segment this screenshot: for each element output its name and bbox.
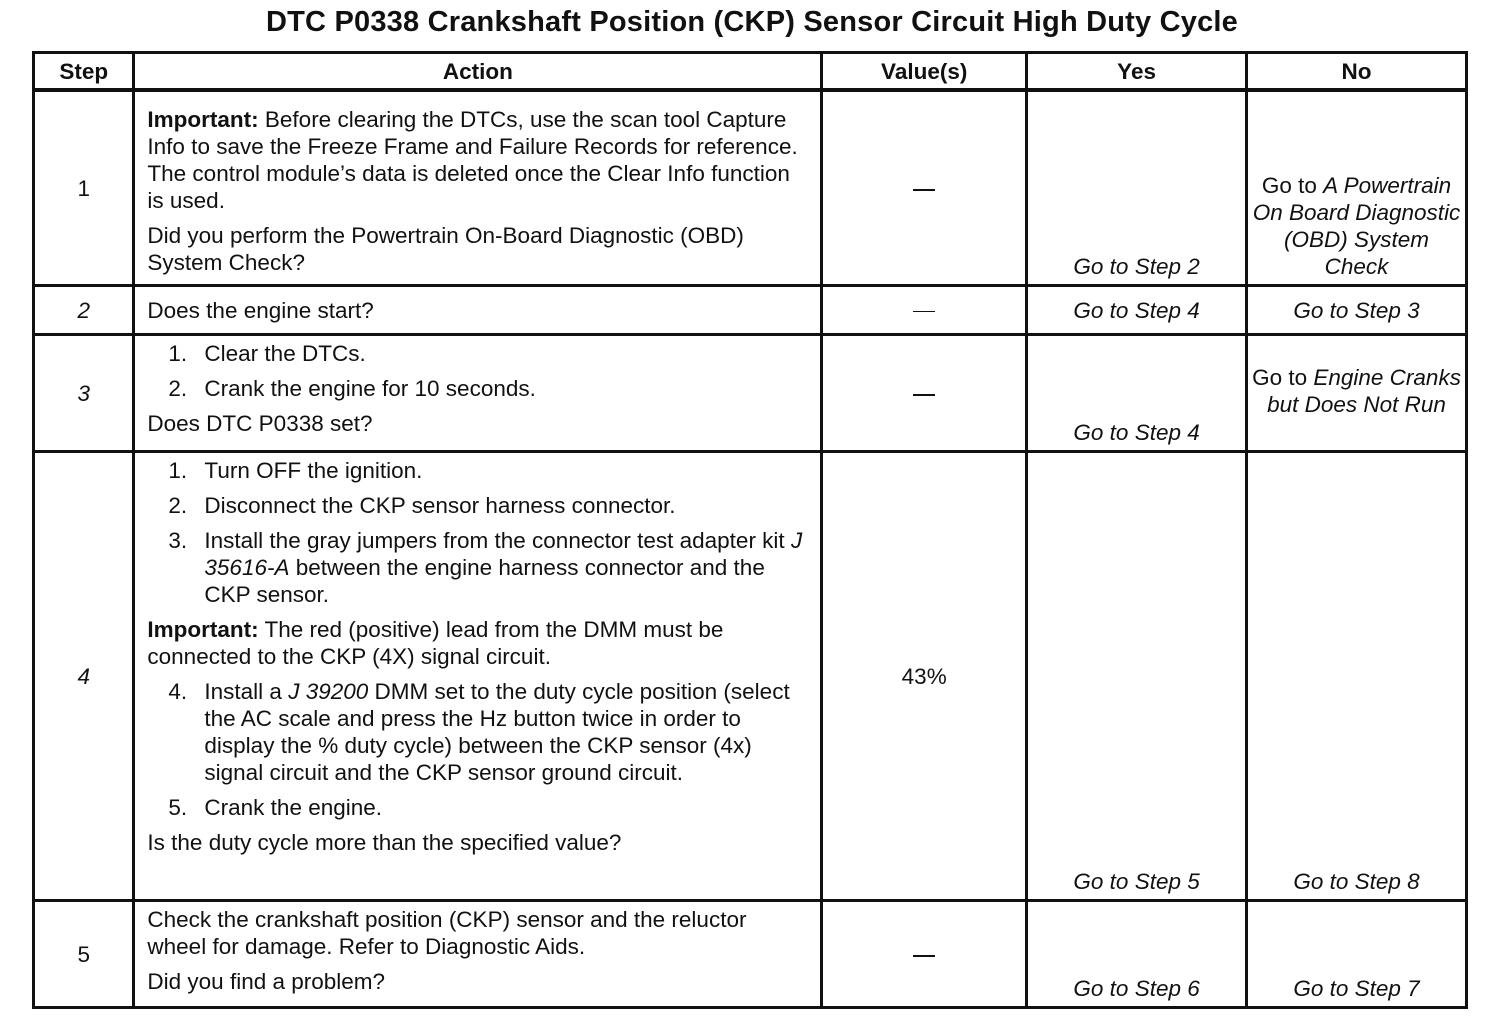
step-number: 2: [34, 286, 134, 335]
no-prefix: Go to: [1261, 173, 1324, 198]
question-text: Is the duty cycle more than the specified value?: [147, 830, 622, 855]
table-row: [34, 90, 1467, 286]
table-row: [34, 452, 1467, 901]
step-number: 4: [34, 452, 134, 901]
action-cell: [134, 90, 822, 286]
no-cell: [1247, 90, 1467, 286]
question-text: Does DTC P0338 set?: [147, 411, 373, 436]
yes-cell: Go to Step 6: [1027, 901, 1247, 1008]
diagnostic-table: [32, 51, 1468, 1009]
step-list: [147, 457, 808, 608]
step-list: [147, 678, 808, 821]
action-cell: [134, 452, 822, 901]
step-number: 1: [34, 90, 134, 286]
value-cell: [822, 90, 1027, 286]
action-cell: [134, 901, 822, 1008]
value-dash: [913, 311, 935, 312]
question-text: Did you perform the Powertrain On-Board Diagnostic (OBD) System Check?: [147, 223, 744, 275]
value-cell: [822, 335, 1027, 452]
list-item: 5. Crank the engine.: [168, 795, 383, 820]
table-row: [34, 286, 1467, 335]
instruction-text: Check the crankshaft position (CKP) sensor and the reluctor wheel for damage. Refer to Diagnostic Aids.: [147, 907, 747, 959]
no-cell: Go to Step 8: [1247, 452, 1467, 901]
action-cell: [134, 335, 822, 452]
important-label: Important:: [147, 107, 259, 132]
no-cell: [1247, 335, 1467, 452]
no-reference: Engine Cranks but Does Not Run: [1267, 365, 1461, 417]
step-list: [147, 340, 808, 402]
question-text: Does the engine start?: [147, 297, 374, 323]
list-item: 3. Install the gray jumpers from the connector test adapter kit J 35616-A between the engine harness connector and the CKP sensor.: [168, 528, 803, 607]
list-item: 1. Clear the DTCs.: [168, 341, 366, 366]
tool-reference: J 39200: [288, 679, 369, 704]
header-value: Value(s): [822, 53, 1027, 91]
yes-cell: Go to Step 2: [1027, 90, 1247, 286]
step-number: 5: [34, 901, 134, 1008]
header-no: No: [1247, 53, 1467, 91]
no-cell: Go to Step 7: [1247, 901, 1467, 1008]
header-action: Action: [134, 53, 822, 91]
header-step: Step: [34, 53, 134, 91]
list-item: 1. Turn OFF the ignition.: [168, 458, 423, 483]
value-cell: 43%: [822, 452, 1027, 901]
value-dash: [913, 955, 935, 957]
important-note: [147, 106, 808, 214]
header-row: [34, 53, 1467, 91]
no-prefix: Go to: [1252, 365, 1314, 390]
tool-reference: J 35616-A: [204, 528, 803, 580]
question-text: Did you find a problem?: [147, 969, 386, 994]
table-row: [34, 335, 1467, 452]
header-yes: Yes: [1027, 53, 1247, 91]
table-row: [34, 901, 1467, 1008]
list-item: 2. Disconnect the CKP sensor harness connector.: [168, 493, 676, 518]
value-dash: [913, 189, 935, 191]
list-item: 2. Crank the engine for 10 seconds.: [168, 376, 536, 401]
important-text: Before clearing the DTCs, use the scan tool Capture Info to save the Freeze Frame and Failure Records for reference. The control module’s data is deleted once the Clear Info function is used.: [147, 107, 798, 213]
step-number: 3: [34, 335, 134, 452]
value-cell: [822, 901, 1027, 1008]
action-cell: [134, 286, 822, 335]
important-text: The red (positive) lead from the DMM must be connected to the CKP (4X) signal circuit.: [147, 617, 724, 669]
yes-cell: Go to Step 4: [1027, 335, 1247, 452]
list-item: 4. Install a J 39200 DMM set to the duty cycle position (select the AC scale and press the Hz button twice in order to display the % duty cycle) between the CKP sensor (4x) signal circuit and the CKP sensor ground circuit.: [168, 679, 790, 785]
yes-cell: Go to Step 5: [1027, 452, 1247, 901]
yes-cell: Go to Step 4: [1027, 286, 1247, 335]
page-title: DTC P0338 Crankshaft Position (CKP) Sensor Circuit High Duty Cycle: [266, 6, 1238, 38]
important-label: Important:: [147, 617, 259, 642]
important-note: [147, 616, 808, 670]
value-dash: [913, 394, 935, 396]
no-cell: Go to Step 3: [1247, 286, 1467, 335]
no-reference: A Powertrain On Board Diagnostic (OBD) System Check: [1252, 173, 1461, 279]
value-cell: [822, 286, 1027, 335]
